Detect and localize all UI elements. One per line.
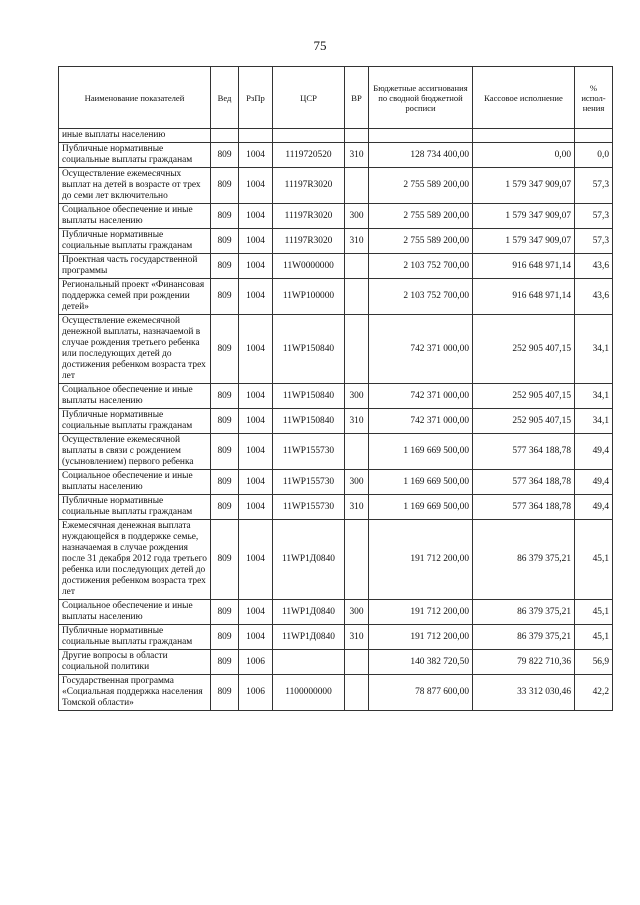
cell-rzpr: 1004 [239, 409, 273, 434]
cell-pct: 34,1 [575, 315, 613, 384]
table-row [59, 409, 613, 434]
cell-csr: 1119720520 [273, 143, 345, 168]
cell-ved: 809 [211, 384, 239, 409]
cell-cash [473, 129, 575, 143]
page-number: 75 [313, 38, 327, 53]
col-header-name: Наименование показателей [59, 67, 211, 129]
cell-ved: 809 [211, 625, 239, 650]
cell-name: Публичные нормативные социальные выплаты гражданам [59, 229, 211, 254]
cell-cash: 1 579 347 909,07 [473, 229, 575, 254]
cell-ved: 809 [211, 409, 239, 434]
cell-rzpr: 1004 [239, 520, 273, 600]
cell-cash: 33 312 030,46 [473, 675, 575, 711]
table-header-row [59, 67, 613, 129]
cell-name: Проектная часть государственной программы [59, 254, 211, 279]
table-row [59, 470, 613, 495]
cell-assign: 1 169 669 500,00 [369, 434, 473, 470]
cell-assign: 2 755 589 200,00 [369, 229, 473, 254]
cell-assign: 2 103 752 700,00 [369, 254, 473, 279]
cell-ved: 809 [211, 520, 239, 600]
cell-name: Публичные нормативные социальные выплаты гражданам [59, 495, 211, 520]
cell-ved: 809 [211, 600, 239, 625]
cell-vr [345, 279, 369, 315]
cell-assign: 140 382 720,50 [369, 650, 473, 675]
table-row [59, 384, 613, 409]
cell-vr [345, 675, 369, 711]
table-row [59, 254, 613, 279]
cell-pct: 49,4 [575, 434, 613, 470]
budget-table [58, 66, 613, 711]
col-header-csr: ЦСР [273, 67, 345, 129]
cell-csr: 11WP1Д0840 [273, 520, 345, 600]
cell-pct: 45,1 [575, 600, 613, 625]
table-row [59, 315, 613, 384]
cell-rzpr: 1006 [239, 675, 273, 711]
cell-name: Осуществление ежемесячных выплат на детей в возрасте от трех до семи лет включительно [59, 168, 211, 204]
cell-assign [369, 129, 473, 143]
cell-cash: 916 648 971,14 [473, 254, 575, 279]
cell-cash: 252 905 407,15 [473, 315, 575, 384]
cell-name: Публичные нормативные социальные выплаты гражданам [59, 625, 211, 650]
cell-name: Социальное обеспечение и иные выплаты населению [59, 384, 211, 409]
cell-csr: 1100000000 [273, 675, 345, 711]
table-row [59, 143, 613, 168]
cell-ved: 809 [211, 254, 239, 279]
cell-name: Другие вопросы в области социальной политики [59, 650, 211, 675]
cell-csr: 11W0000000 [273, 254, 345, 279]
cell-csr: 11WP150840 [273, 409, 345, 434]
cell-name: Ежемесячная денежная выплата нуждающейся в поддержке семье, назначаемая в случае рождения после 31 декабря 2012 года третьего ребенка или последующих детей до достижения ребенком возраста трех лет [59, 520, 211, 600]
cell-rzpr: 1006 [239, 650, 273, 675]
cell-vr: 310 [345, 409, 369, 434]
cell-pct: 34,1 [575, 384, 613, 409]
cell-vr [345, 254, 369, 279]
table-row [59, 675, 613, 711]
table-row [59, 495, 613, 520]
cell-pct: 57,3 [575, 229, 613, 254]
cell-rzpr: 1004 [239, 204, 273, 229]
cell-vr [345, 520, 369, 600]
cell-csr: 11WP155730 [273, 470, 345, 495]
cell-assign: 742 371 000,00 [369, 384, 473, 409]
cell-ved: 809 [211, 650, 239, 675]
cell-vr [345, 434, 369, 470]
table-row [59, 600, 613, 625]
cell-cash: 86 379 375,21 [473, 600, 575, 625]
cell-name: Осуществление ежемесячной выплаты в связи с рождением (усыновлением) первого ребенка [59, 434, 211, 470]
cell-ved: 809 [211, 470, 239, 495]
cell-cash: 252 905 407,15 [473, 409, 575, 434]
cell-vr: 310 [345, 229, 369, 254]
cell-pct: 43,6 [575, 254, 613, 279]
cell-vr: 310 [345, 143, 369, 168]
cell-vr [345, 650, 369, 675]
cell-ved: 809 [211, 434, 239, 470]
cell-name: Социальное обеспечение и иные выплаты населению [59, 600, 211, 625]
col-header-pct: % испол-нения [575, 67, 613, 129]
cell-ved: 809 [211, 204, 239, 229]
cell-pct: 57,3 [575, 204, 613, 229]
cell-pct: 49,4 [575, 470, 613, 495]
cell-assign: 2 755 589 200,00 [369, 168, 473, 204]
cell-assign: 742 371 000,00 [369, 315, 473, 384]
cell-vr [345, 129, 369, 143]
cell-pct: 56,9 [575, 650, 613, 675]
cell-cash: 916 648 971,14 [473, 279, 575, 315]
cell-name: Социальное обеспечение и иные выплаты населению [59, 204, 211, 229]
cell-pct [575, 129, 613, 143]
cell-ved [211, 129, 239, 143]
cell-pct: 0,0 [575, 143, 613, 168]
cell-rzpr: 1004 [239, 600, 273, 625]
col-header-vr: ВР [345, 67, 369, 129]
cell-pct: 49,4 [575, 495, 613, 520]
cell-csr: 11WP150840 [273, 315, 345, 384]
cell-pct: 34,1 [575, 409, 613, 434]
cell-name: Государственная программа «Социальная поддержка населения Томской области» [59, 675, 211, 711]
cell-csr: 11WP1Д0840 [273, 600, 345, 625]
cell-ved: 809 [211, 675, 239, 711]
cell-rzpr: 1004 [239, 168, 273, 204]
cell-cash: 252 905 407,15 [473, 384, 575, 409]
cell-pct: 57,3 [575, 168, 613, 204]
table-row [59, 520, 613, 600]
cell-csr: 11197R3020 [273, 229, 345, 254]
cell-assign: 1 169 669 500,00 [369, 495, 473, 520]
cell-name: Публичные нормативные социальные выплаты гражданам [59, 409, 211, 434]
cell-csr [273, 129, 345, 143]
col-header-assign: Бюджетные ассигнования по сводной бюджетной росписи [369, 67, 473, 129]
cell-ved: 809 [211, 315, 239, 384]
cell-pct: 45,1 [575, 520, 613, 600]
cell-csr: 11WP150840 [273, 384, 345, 409]
table-row [59, 434, 613, 470]
cell-ved: 809 [211, 229, 239, 254]
cell-vr: 300 [345, 204, 369, 229]
cell-assign: 78 877 600,00 [369, 675, 473, 711]
cell-cash: 0,00 [473, 143, 575, 168]
cell-cash: 1 579 347 909,07 [473, 168, 575, 204]
cell-rzpr: 1004 [239, 470, 273, 495]
cell-cash: 577 364 188,78 [473, 495, 575, 520]
cell-vr [345, 315, 369, 384]
cell-vr: 310 [345, 625, 369, 650]
cell-vr: 300 [345, 600, 369, 625]
cell-vr [345, 168, 369, 204]
cell-name: Осуществление ежемесячной денежной выплаты, назначаемой в случае рождения третьего ребенка или последующих детей до достижения ребенком возраста трех лет [59, 315, 211, 384]
cell-ved: 809 [211, 168, 239, 204]
cell-rzpr: 1004 [239, 254, 273, 279]
cell-cash: 79 822 710,36 [473, 650, 575, 675]
cell-assign: 742 371 000,00 [369, 409, 473, 434]
cell-rzpr: 1004 [239, 315, 273, 384]
cell-pct: 42,2 [575, 675, 613, 711]
cell-csr: 11WP155730 [273, 495, 345, 520]
cell-rzpr: 1004 [239, 625, 273, 650]
table-row [59, 650, 613, 675]
cell-csr: 11WP100000 [273, 279, 345, 315]
cell-csr: 11197R3020 [273, 168, 345, 204]
table-row [59, 625, 613, 650]
cell-assign: 191 712 200,00 [369, 600, 473, 625]
table-row [59, 279, 613, 315]
cell-rzpr: 1004 [239, 279, 273, 315]
cell-csr: 11WP1Д0840 [273, 625, 345, 650]
cell-csr: 11197R3020 [273, 204, 345, 229]
cell-csr [273, 650, 345, 675]
cell-assign: 1 169 669 500,00 [369, 470, 473, 495]
cell-vr: 310 [345, 495, 369, 520]
table-row [59, 204, 613, 229]
cell-assign: 191 712 200,00 [369, 625, 473, 650]
cell-vr: 300 [345, 384, 369, 409]
cell-ved: 809 [211, 143, 239, 168]
table-row [59, 168, 613, 204]
cell-cash: 86 379 375,21 [473, 625, 575, 650]
cell-assign: 191 712 200,00 [369, 520, 473, 600]
cell-rzpr [239, 129, 273, 143]
cell-name: Региональный проект «Финансовая поддержка семей при рождении детей» [59, 279, 211, 315]
cell-assign: 2 755 589 200,00 [369, 204, 473, 229]
cell-rzpr: 1004 [239, 495, 273, 520]
cell-ved: 809 [211, 279, 239, 315]
cell-csr: 11WP155730 [273, 434, 345, 470]
cell-cash: 577 364 188,78 [473, 434, 575, 470]
cell-name: Публичные нормативные социальные выплаты гражданам [59, 143, 211, 168]
cell-rzpr: 1004 [239, 143, 273, 168]
cell-ved: 809 [211, 495, 239, 520]
cell-assign: 128 734 400,00 [369, 143, 473, 168]
cell-cash: 577 364 188,78 [473, 470, 575, 495]
cell-pct: 43,6 [575, 279, 613, 315]
cell-rzpr: 1004 [239, 434, 273, 470]
col-header-cash: Кассовое исполнение [473, 67, 575, 129]
table-row [59, 129, 613, 143]
cell-vr: 300 [345, 470, 369, 495]
table-row [59, 229, 613, 254]
cell-name: иные выплаты населению [59, 129, 211, 143]
col-header-ved: Вед [211, 67, 239, 129]
cell-assign: 2 103 752 700,00 [369, 279, 473, 315]
cell-rzpr: 1004 [239, 384, 273, 409]
col-header-rzpr: РзПр [239, 67, 273, 129]
cell-name: Социальное обеспечение и иные выплаты населению [59, 470, 211, 495]
cell-cash: 1 579 347 909,07 [473, 204, 575, 229]
cell-pct: 45,1 [575, 625, 613, 650]
cell-rzpr: 1004 [239, 229, 273, 254]
cell-cash: 86 379 375,21 [473, 520, 575, 600]
